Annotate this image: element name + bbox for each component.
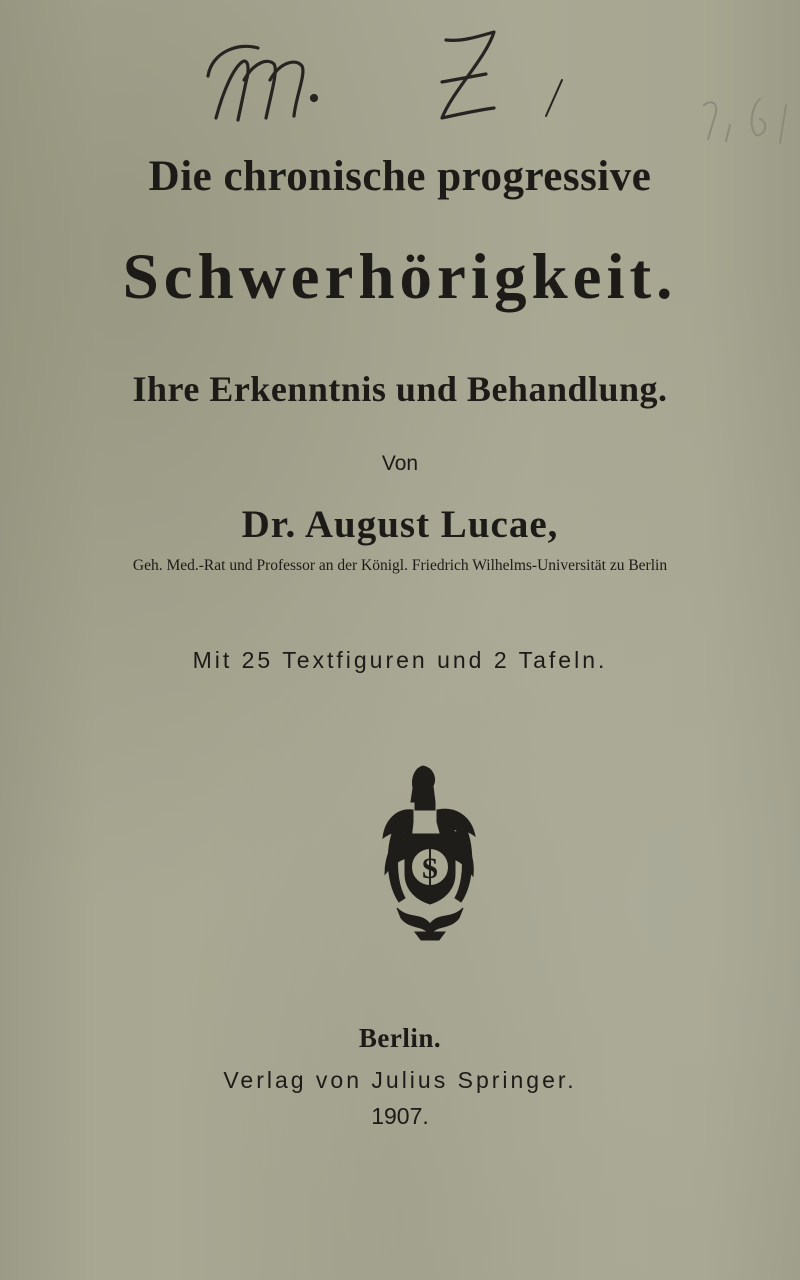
author-affiliation: Geh. Med.-Rat und Professor an der Königl. Friedrich Wilhelms-Universität zu Berlin (132, 557, 668, 574)
title-line-1: Die chronische progressive (148, 153, 652, 200)
subtitle: Ihre Erkenntnis und Behandlung. (132, 369, 668, 409)
springer-knight-emblem (375, 762, 485, 942)
figures-note: Mit 25 Textfiguren und 2 Tafeln. (192, 647, 608, 673)
handwritten-note (190, 18, 570, 138)
svg-text:S: S (421, 852, 439, 885)
margin-pencil-mark (690, 85, 800, 155)
main-title: Schwerhörigkeit. (122, 241, 678, 313)
byline: Von (381, 452, 419, 475)
imprint-city: Berlin. (358, 1023, 442, 1053)
imprint-publisher: Verlag von Julius Springer. (223, 1067, 577, 1093)
author-name: Dr. August Lucae, (241, 503, 559, 546)
imprint-year: 1907. (371, 1103, 429, 1129)
